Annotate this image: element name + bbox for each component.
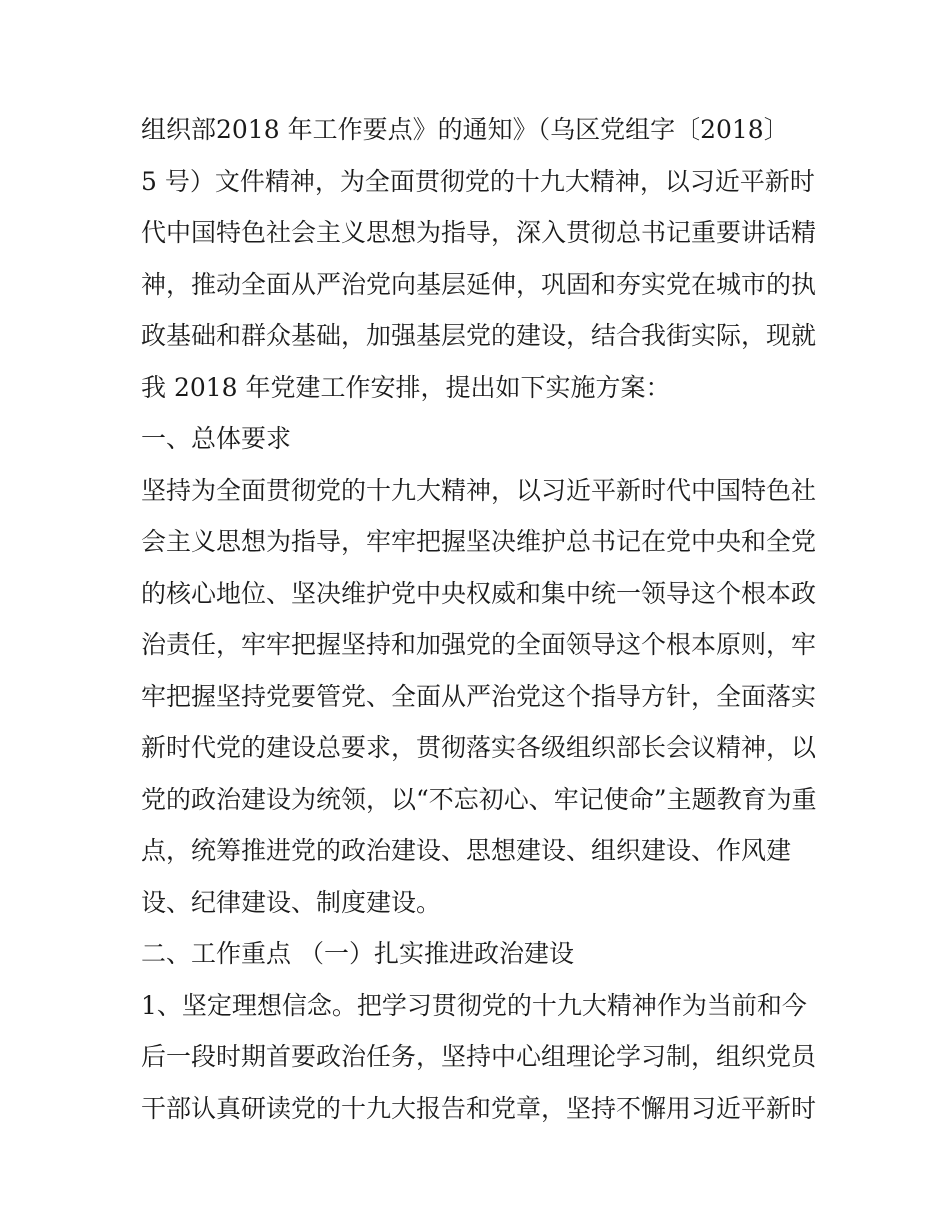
text-line: 1、坚定理想信念。把学习贯彻党的十九大精神作为当前和今: [141, 990, 807, 1020]
text-line: 后一段时期首要政治任务，坚持中心组理论学习制，组织党员: [141, 1042, 817, 1071]
text-line: 的核心地位、坚决维护党中央权威和集中统一领导这个根本政: [141, 578, 817, 608]
text-line: 治责任，牢牢把握坚持和加强党的全面领导这个根本原则，牢: [141, 630, 817, 659]
text-line: 组织部2018 年工作要点》的通知》（乌区党组字〔2018〕: [141, 115, 789, 144]
text-line: 党的政治建设为统领，以“不忘初心、牢记使命”主题教育为重: [141, 784, 817, 814]
text-line: 代中国特色社会主义思想为指导，深入贯彻总书记重要讲话精: [141, 218, 817, 247]
text-line: 干部认真研读党的十九大报告和党章，坚持不懈用习近平新时: [141, 1093, 817, 1123]
text-line: 点，统筹推进党的政治建设、思想建设、组织建设、作风建: [141, 836, 792, 865]
text-line: 会主义思想为指导，牢牢把握坚决维护总书记在党中央和全党: [141, 527, 817, 556]
text-line: 政基础和群众基础，加强基层党的建设，结合我街实际，现就: [141, 321, 817, 350]
text-line: 设、纪律建设、制度建设。: [141, 887, 442, 917]
text-line: 新时代党的建设总要求，贯彻落实各级组织部长会议精神，以: [141, 733, 817, 762]
text-line: 牢把握坚持党要管党、全面从严治党这个指导方针，全面落实: [141, 681, 817, 711]
text-line: 我 2018 年党建工作安排，提出如下实施方案：: [141, 372, 671, 402]
text-line: 神，推动全面从严治党向基层延伸，巩固和夯实党在城市的执: [141, 269, 817, 299]
section-heading-work-focus: 二、工作重点 （一）扎实推进政治建设: [141, 939, 574, 968]
text-line: 坚持为全面贯彻党的十九大精神，以习近平新时代中国特色社: [141, 475, 817, 505]
section-heading-general-requirements: 一、总体要求: [141, 424, 292, 453]
text-line: 5 号）文件精神，为全面贯彻党的十九大精神，以习近平新时: [141, 166, 815, 196]
body-text: [141, 104, 821, 1134]
